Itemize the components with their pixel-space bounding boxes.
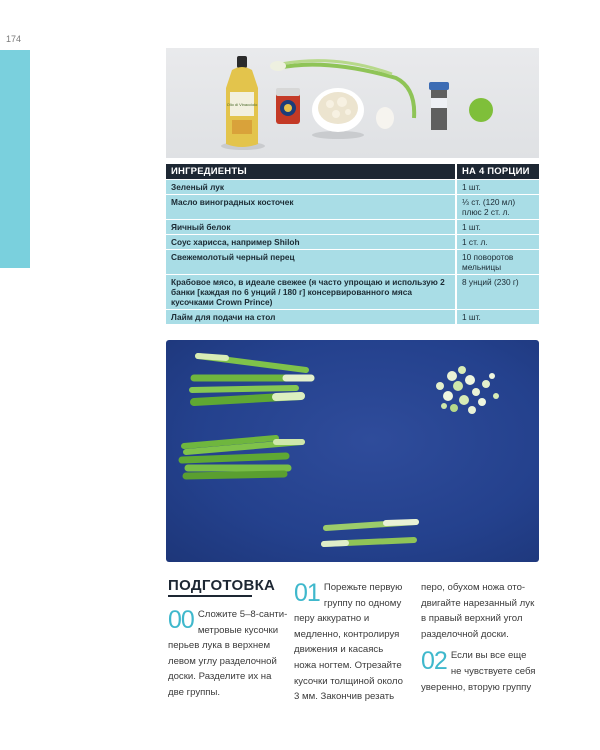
- ingredients-header-row: [166, 164, 539, 180]
- step-text: Сложите 5–8-санти-метровые кусочки перьев лука в верхнем левом углу разделочной доски. Разделите их на две группы.: [168, 609, 288, 698]
- step-text: Порежьте первую группу по одному перу аккуратно и медленно, контролируя движения и касаясь ножа ногтем. Отрезайте кусочки толщиной около 3 мм. Закончив резать: [294, 582, 403, 703]
- ingredient-amount: 1 шт.: [456, 220, 539, 235]
- ingredients-table: [166, 164, 539, 325]
- page-number: 174: [6, 34, 22, 44]
- ingredient-name: Соус харисса, например Shiloh: [166, 235, 456, 250]
- ingredient-name: Лайм для подачи на стол: [166, 310, 456, 325]
- step-number: 01: [294, 579, 320, 607]
- ingredient-amount: 1 шт.: [456, 310, 539, 325]
- chapter-side-tab: [0, 50, 30, 268]
- ingredients-header: ИНГРЕДИЕНТЫ: [166, 164, 456, 180]
- preparation-column-2: [294, 580, 406, 705]
- ingredient-amount: 1 шт.: [456, 180, 539, 195]
- preparation-column-1: [168, 607, 288, 701]
- onion-pieces-icon: [324, 522, 416, 544]
- ingredient-name: Крабовое мясо, в идеале свежее (я часто упрощаю и использую 2 банки [каждая по 6 унций / 180 г] консервированного мяса кусочками Crown Prince): [166, 275, 456, 310]
- ingredient-row: [166, 180, 539, 195]
- pepper-grinder-icon: [429, 82, 449, 130]
- ingredient-amount: 1 ст. л.: [456, 235, 539, 250]
- ingredient-row: [166, 195, 539, 220]
- cutting-board-photo: [166, 340, 539, 562]
- oil-label: Olio di Vinacciolo: [226, 102, 258, 107]
- ingredient-name: Яичный белок: [166, 220, 456, 235]
- step-text-continued: перо, обухом ножа ото-двигайте нарезанный лук в правый верхний угол разделочной доски.: [421, 582, 535, 640]
- ingredient-row: [166, 220, 539, 235]
- chopped-onion-pile-icon: [436, 366, 499, 414]
- ingredient-row: [166, 310, 539, 325]
- ingredient-row: [166, 235, 539, 250]
- step-number: 02: [421, 647, 447, 676]
- ingredient-name: Масло виноградных косточек: [166, 195, 456, 220]
- preparation-title: ПОДГОТОВКА: [168, 577, 276, 594]
- ingredient-amount: 8 унций (230 г): [456, 275, 539, 310]
- portion-header: НА 4 ПОРЦИИ: [456, 164, 539, 180]
- harissa-jar-icon: [276, 88, 300, 124]
- onion-stalks-icon: [192, 356, 311, 402]
- oil-bottle-icon: [226, 56, 258, 147]
- crab-meat-bowl-icon: [312, 88, 364, 132]
- ingredient-row: [166, 275, 539, 310]
- ingredient-row: [166, 250, 539, 275]
- ingredient-name: Зеленый лук: [166, 180, 456, 195]
- ingredient-amount: 10 поворотов мельницы: [456, 250, 539, 275]
- egg-icon: [376, 107, 394, 129]
- onion-stalks-icon: [182, 438, 302, 476]
- step-02-block: [421, 648, 539, 695]
- step-text: Если вы все еще не чувствуете себя уверенно, вторую группу: [421, 650, 536, 693]
- ingredient-name: Свежемолотый черный перец: [166, 250, 456, 275]
- preparation-column-3: [421, 580, 539, 695]
- ingredients-photo: [166, 48, 539, 158]
- preparation-title-rule: [168, 595, 252, 597]
- ingredient-amount: ⅓ ст. (120 мл) плюс 2 ст. л.: [456, 195, 539, 220]
- lime-icon: [469, 98, 493, 122]
- step-number: 00: [168, 606, 194, 634]
